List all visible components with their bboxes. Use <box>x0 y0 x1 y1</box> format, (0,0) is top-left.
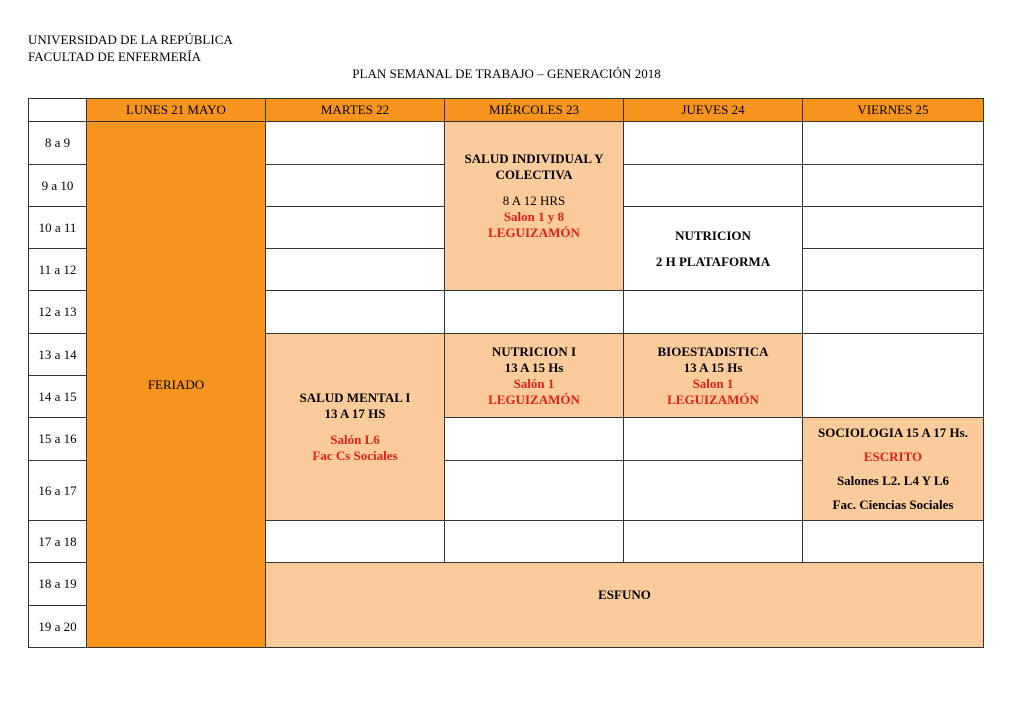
corner-cell <box>29 99 87 122</box>
university-name: UNIVERSIDAD DE LA REPÚBLICA <box>28 32 233 47</box>
empty-cell <box>266 122 445 165</box>
salud-individual-block <box>445 122 624 291</box>
empty-cell <box>803 122 984 165</box>
event-title: SALUD MENTAL I <box>299 390 411 405</box>
event-title: BIOESTADISTICA <box>657 343 769 359</box>
event-hours: 13 A 15 Hs <box>683 359 743 375</box>
event-room: Salón L6 <box>330 432 380 447</box>
empty-cell <box>445 418 624 461</box>
empty-cell <box>445 461 624 521</box>
time-slot: 13 a 14 <box>29 334 87 376</box>
empty-cell <box>266 165 445 207</box>
time-slot: 9 a 10 <box>29 165 87 207</box>
empty-cell <box>445 521 624 563</box>
feriado-label: FERIADO <box>147 376 205 392</box>
empty-cell <box>803 334 984 418</box>
empty-cell <box>266 521 445 563</box>
time-slot: 19 a 20 <box>29 606 87 648</box>
salud-mental-block <box>266 334 445 521</box>
day-header-thursday: JUEVES 24 <box>624 99 803 122</box>
empty-cell <box>624 461 803 521</box>
event-title: COLECTIVA <box>495 167 573 182</box>
event-title: SOCIOLOGIA 15 A 17 Hs. <box>818 425 968 440</box>
empty-cell <box>803 521 984 563</box>
event-hours: 13 A 17 HS <box>324 406 386 421</box>
empty-cell <box>624 165 803 207</box>
time-slot: 17 a 18 <box>29 521 87 563</box>
empty-cell <box>266 207 445 249</box>
empty-cell <box>803 207 984 249</box>
time-slot: 16 a 17 <box>29 461 87 521</box>
empty-cell <box>803 249 984 291</box>
empty-cell <box>624 122 803 165</box>
faculty-name: FACULTAD DE ENFERMERÍA <box>28 49 202 64</box>
time-slot: 12 a 13 <box>29 291 87 334</box>
schedule-table <box>28 98 984 648</box>
event-hours: 8 A 12 HRS <box>502 193 566 208</box>
event-room: Salón 1 <box>513 375 555 391</box>
event-teacher: LEGUIZAMÓN <box>488 391 580 407</box>
event-place: Fac Cs Sociales <box>312 448 398 463</box>
nutricion-thursday-block <box>624 207 803 291</box>
event-title: SALUD INDIVIDUAL Y <box>464 151 604 166</box>
event-room: Salon 1 <box>692 375 734 391</box>
event-teacher: LEGUIZAMÓN <box>488 225 580 240</box>
event-detail: 2 H PLATAFORMA <box>655 253 771 269</box>
empty-cell <box>624 521 803 563</box>
bioestadistica-block <box>624 334 803 418</box>
event-rooms: Salones L2. L4 Y L6 <box>836 473 950 488</box>
event-place: Fac. Ciencias Sociales <box>832 497 954 512</box>
empty-cell <box>445 291 624 334</box>
empty-cell <box>803 291 984 334</box>
empty-cell <box>266 291 445 334</box>
event-title: NUTRICION <box>675 227 751 243</box>
day-header-monday: LUNES 21 MAYO <box>87 99 266 122</box>
event-title: NUTRICION I <box>491 343 577 359</box>
sociologia-block <box>803 418 984 521</box>
event-room: Salon 1 y 8 <box>503 209 565 224</box>
day-header-tuesday: MARTES 22 <box>266 99 445 122</box>
esfuno-block <box>266 563 984 648</box>
time-slot: 11 a 12 <box>29 249 87 291</box>
empty-cell <box>266 249 445 291</box>
nutricion-i-block <box>445 334 624 418</box>
empty-cell <box>803 165 984 207</box>
day-header-wednesday: MIÉRCOLES 23 <box>445 99 624 122</box>
time-slot: 10 a 11 <box>29 207 87 249</box>
plan-title: PLAN SEMANAL DE TRABAJO – GENERACIÓN 2018 <box>352 66 661 81</box>
time-slot: 8 a 9 <box>29 122 87 165</box>
time-slot: 18 a 19 <box>29 563 87 606</box>
time-slot: 14 a 15 <box>29 376 87 418</box>
event-mode: ESCRITO <box>863 449 923 464</box>
empty-cell <box>624 291 803 334</box>
feriado-block <box>87 122 266 648</box>
esfuno-label: ESFUNO <box>598 587 651 602</box>
event-teacher: LEGUIZAMÓN <box>667 391 759 407</box>
event-hours: 13 A 15 Hs <box>504 359 564 375</box>
empty-cell <box>624 418 803 461</box>
time-slot: 15 a 16 <box>29 418 87 461</box>
day-header-friday: VIERNES 25 <box>803 99 984 122</box>
